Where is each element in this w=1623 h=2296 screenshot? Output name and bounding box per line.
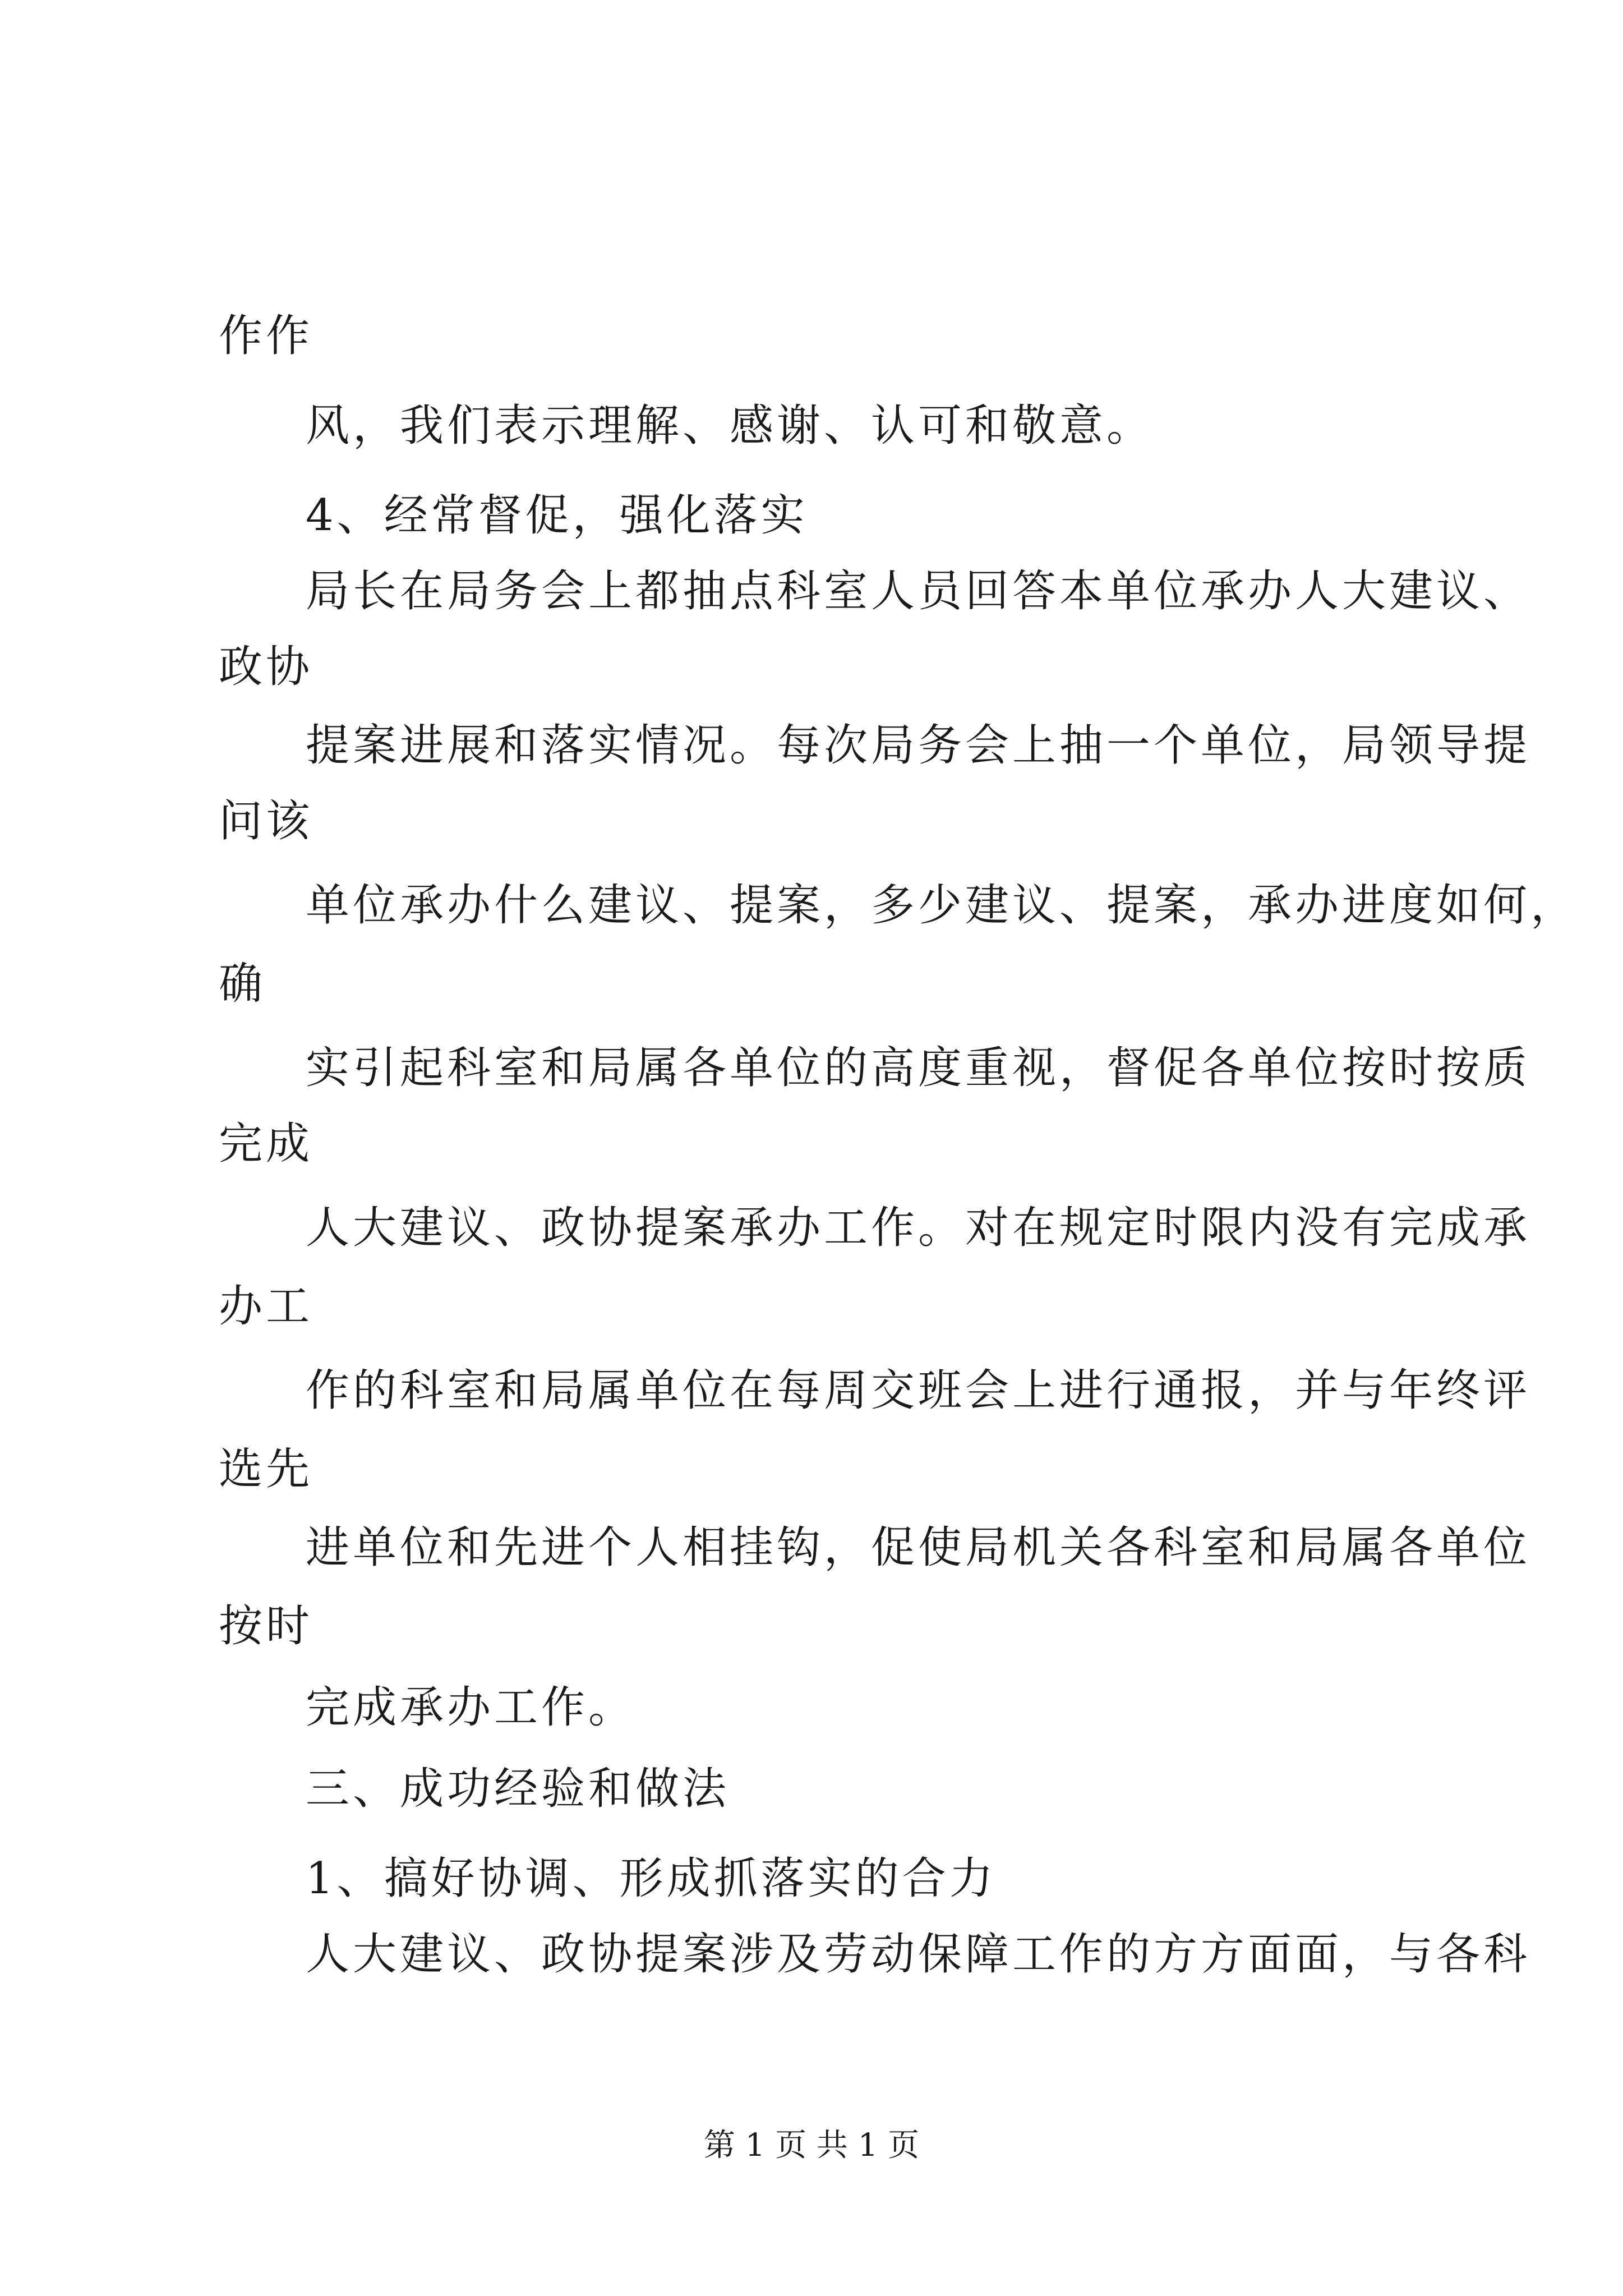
text-line-5: 政协	[219, 642, 313, 692]
text-line-12: 人大建议、政协提案承办工作。对在规定时限内没有完成承	[306, 1203, 1531, 1253]
text-line-15: 选先	[219, 1444, 313, 1494]
text-line-11: 完成	[219, 1119, 313, 1169]
text-line-3: 4、经常督促，强化落实	[306, 490, 808, 541]
text-line-7: 问该	[219, 796, 313, 846]
text-line-6: 提案进展和落实情况。每次局务会上抽一个单位，局领导提	[306, 720, 1531, 771]
text-line-14: 作的科室和局属单位在每周交班会上进行通报，并与年终评	[306, 1365, 1531, 1416]
text-line-20: 1、搞好协调、形成抓落实的合力	[306, 1853, 997, 1904]
text-line-13: 办工	[219, 1281, 313, 1332]
page-footer: 第 1 页 共 1 页	[703, 2127, 920, 2164]
text-line-18: 完成承办工作。	[306, 1682, 636, 1733]
text-line-1: 作作	[219, 311, 313, 361]
text-line-2: 风，我们表示理解、感谢、认可和敬意。	[306, 401, 1154, 451]
text-line-19: 三、成功经验和做法	[306, 1764, 730, 1814]
text-line-21: 人大建议、政协提案涉及劳动保障工作的方方面面，与各科	[306, 1929, 1531, 1980]
text-line-8: 单位承办什么建议、提案，多少建议、提案，承办进度如何，	[306, 880, 1578, 931]
text-line-10: 实引起科室和局属各单位的高度重视，督促各单位按时按质	[306, 1043, 1531, 1093]
text-line-17: 按时	[219, 1601, 313, 1651]
text-line-4: 局长在局务会上都抽点科室人员回答本单位承办人大建议、	[306, 566, 1531, 616]
text-line-16: 进单位和先进个人相挂钩，促使局机关各科室和局属各单位	[306, 1522, 1531, 1573]
text-line-9: 确	[219, 959, 266, 1009]
